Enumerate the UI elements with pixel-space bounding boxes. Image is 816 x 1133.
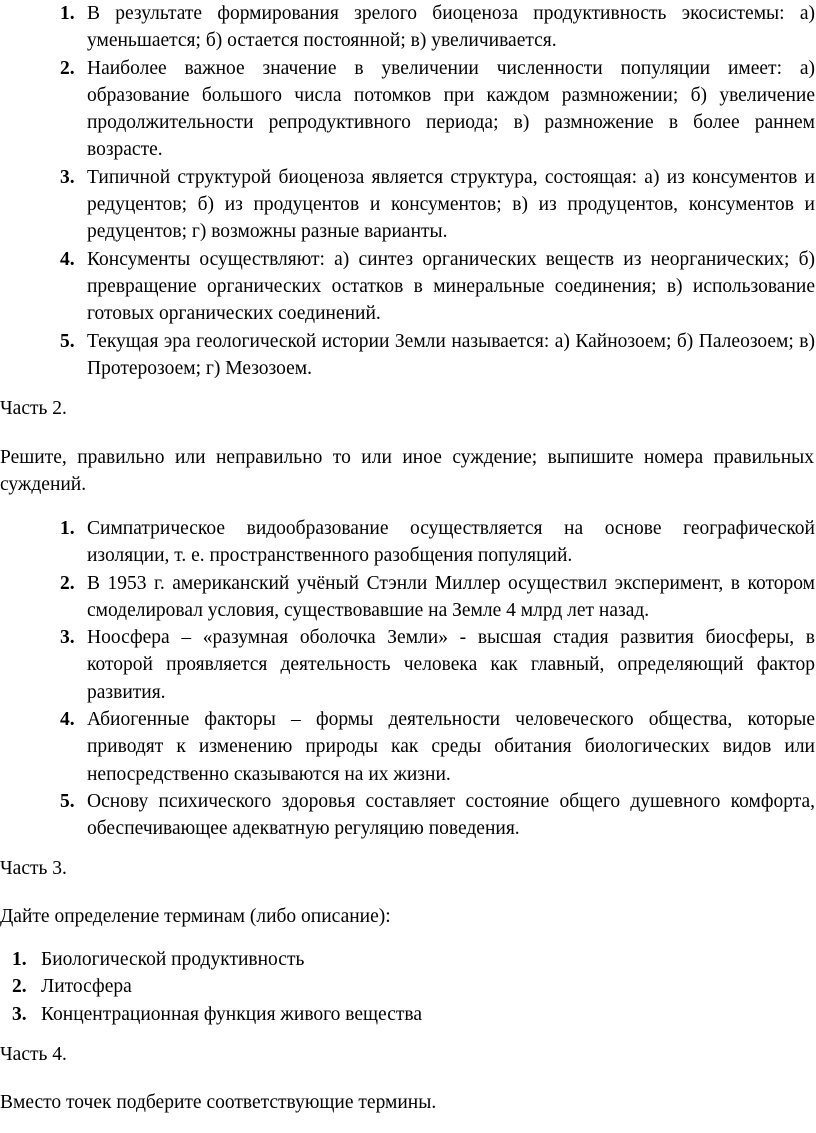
- item-text: Консументы осуществляют: а) синтез органических веществ из неорганических; б) превращение органических остатков в минеральные соединения; в) использование готовых органических соединений.: [87, 248, 815, 325]
- item-text: Наиболее важное значение в увеличении численности популяции имеет: а) образование большого числа потомков при каждом размножении; б) увеличение продолжительности репродуктивного периода; в) размножение в более раннем возрасте.: [87, 57, 815, 161]
- list-item: [60, 788, 815, 843]
- part3-heading: Часть 3.: [0, 858, 67, 879]
- list-item: [12, 1001, 801, 1028]
- item-text: Биологической продуктивность: [41, 949, 305, 970]
- item-text: В результате формирования зрелого биоценоза продуктивность экосистемы: а) уменьшается; б) остается постоянной; в) увеличивается.: [87, 3, 815, 52]
- item-number: 4.: [60, 248, 75, 270]
- item-text: Основу психического здоровья составляет состояние общего душевного комфорта, обеспечивающее адекватную регуляцию поведения.: [87, 790, 815, 840]
- item-text: Литосфера: [41, 976, 132, 998]
- list-item: [60, 515, 815, 570]
- list-item: [60, 328, 815, 383]
- item-text: Типичной структурой биоценоза является структура, состоящая: а) из консументов и редуцентов; б) из продуцентов и консументов; в) из продуцентов, консументов и редуцентов; г) возможны разные варианты.: [87, 166, 815, 243]
- item-text: Абиогенные факторы – формы деятельности человеческого общества, которые приводят к изменению природы как среды обитания биологических видов или непосредственно сказываются на их жизни.: [87, 709, 815, 785]
- part2-instruction: Решите, правильно или неправильно то или иное суждение; выпишите номера правильных суждений.: [0, 447, 814, 496]
- item-text: Концентрационная функция живого вещества: [41, 1003, 422, 1025]
- item-text: Симпатрическое видообразование осуществляется на основе географической изоляции, т. е. пространственного разобщения популяций.: [87, 518, 815, 567]
- list-item: [12, 973, 801, 1000]
- item-text: В 1953 г. американский учёный Стэнли Миллер осуществил эксперимент, в котором смоделировал условия, существовавшие на Земле 4 млрд лет назад.: [87, 572, 815, 621]
- item-number: 3.: [60, 627, 75, 649]
- list-item: [60, 570, 815, 625]
- list-item: [60, 0, 815, 55]
- part4-instruction: Вместо точек подберите соответствующие термины.: [0, 1092, 437, 1113]
- part2-heading: Часть 2.: [0, 398, 67, 419]
- item-number: 1.: [60, 3, 75, 24]
- item-text: Текущая эра геологической истории Земли называется: а) Кайнозоем; б) Палеозоем; в) Протерозоем; г) Мезозоем.: [87, 330, 815, 379]
- part4-heading: Часть 4.: [0, 1044, 67, 1065]
- list-item: [60, 55, 815, 164]
- item-text: Ноосфера – «разумная оболочка Земли» - высшая стадия развития биосферы, в которой проявляется деятельность человека как главный, определяющий фактор развития.: [87, 627, 815, 703]
- item-number: 2.: [60, 572, 75, 594]
- list-item: [60, 246, 815, 328]
- item-number: 5.: [60, 330, 75, 352]
- item-number: 3.: [60, 166, 75, 188]
- part3-term-list: [12, 946, 801, 1028]
- part3-instruction: Дайте определение терминам (либо описание):: [0, 906, 391, 927]
- item-number: 5.: [60, 790, 75, 812]
- item-number: 4.: [60, 709, 75, 731]
- list-item: [60, 624, 815, 706]
- item-number: 2.: [12, 976, 27, 998]
- item-number: 3.: [12, 1003, 27, 1025]
- item-number: 2.: [60, 57, 75, 79]
- list-item: [12, 946, 801, 973]
- part1-question-list: [60, 0, 815, 382]
- item-number: 1.: [12, 949, 27, 970]
- part2-statement-list: [60, 515, 815, 843]
- item-number: 1.: [60, 518, 75, 539]
- list-item: [60, 164, 815, 246]
- list-item: [60, 706, 815, 788]
